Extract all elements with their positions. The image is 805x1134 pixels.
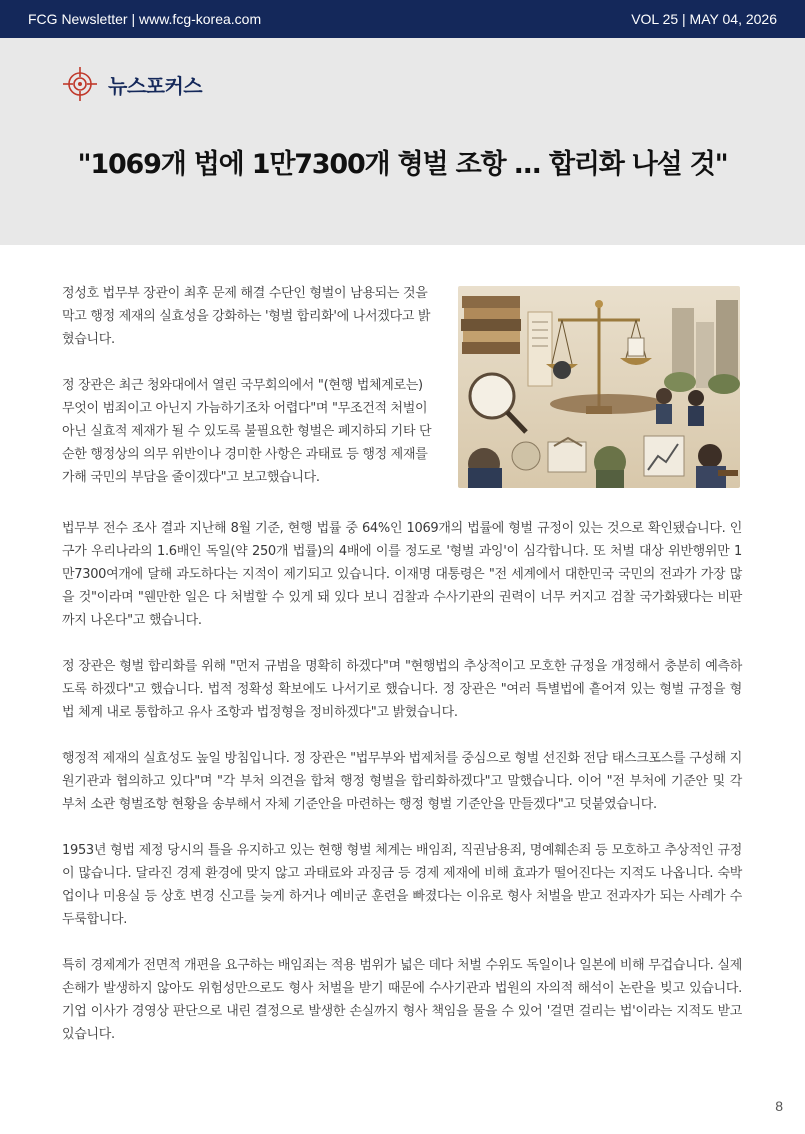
- page-number: 8: [775, 1098, 783, 1114]
- article-content: [62, 282, 742, 1069]
- body-paragraph: 1953년 형법 제정 당시의 틀을 유지하고 있는 현행 형벌 체계는 배임죄, 직권남용죄, 명예훼손죄 등 모호하고 추상적인 규정이 많습니다. 달라진 경제 환경에 맞지 않고 과태료와 과징금 등 경제 제재에 비해 효과가 떨어진다는 지적도 나옵니다. 숙박업이나 미용실 등 상호 변경 신고를 늦게 하거나 예비군 훈련을 빠졌다는 이유로 형사 처벌을 받고 전과자가 되는 사례가 수두룩합니다.: [62, 843, 742, 927]
- intro-paragraph: 정 장관은 최근 청와대에서 열린 국무회의에서 "(현행 법체계로는) 무엇이 범죄이고 아닌지 가늠하기조차 어렵다"며 "무조건적 처벌이 아닌 실효적 제재가 될 수 있도록 불필요한 형벌은 폐지하되 기타 단순한 행정상의 의무 위반이나 경미한 사항은 과태료 등 행정 제재를 가해 국민의 부담을 줄이겠다"고 보고했습니다.: [62, 378, 432, 485]
- body-paragraph: 법무부 전수 조사 결과 지난해 8월 기준, 현행 법률 중 64%인 1069개의 법률에 형벌 규정이 있는 것으로 확인됐습니다. 인구가 우리나라의 1.6배인 독일(약 250개 법률)의 4배에 이를 정도로 '형벌 과잉'이 심각합니다. 또 처벌 대상 위반행위만 1만7300여개에 달해 과도하다는 지적이 제기되고 있습니다. 이재명 대통령은 "전 세계에서 대한민국 국민의 전과가 가장 많을 것"이라며 "웬만한 일은 다 처벌할 수 있게 돼 있다 보니 검찰과 수사기관의 권력이 너무 커지고 검찰 국가화됐다는 비판까지 나온다"고 했습니다.: [62, 521, 742, 628]
- crosshair-target-icon: [62, 66, 98, 102]
- article-body: [62, 517, 742, 1046]
- article-illustration: [458, 286, 740, 488]
- article-intro: [62, 282, 434, 504]
- article-headline: "1069개 법에 1만7300개 형벌 조항 ... 합리화 나설 것": [77, 149, 728, 180]
- intro-paragraph: 정성호 법무부 장관이 최후 문제 해결 수단인 형벌이 남용되는 것을 막고 행정 제재의 실효성을 강화하는 '형벌 합리화'에 나서겠다고 밝혔습니다.: [62, 286, 431, 347]
- issue-volume-date: VOL 25 | MAY 04, 2026: [631, 11, 777, 27]
- section-logo: [62, 66, 202, 102]
- article-hero: [0, 38, 805, 245]
- section-name: 뉴스포커스: [108, 73, 203, 98]
- newsletter-header-bar: [0, 0, 805, 38]
- justice-scales-illustration: [458, 286, 740, 488]
- body-paragraph: 행정적 제재의 실효성도 높일 방침입니다. 정 장관은 "법무부와 법제처를 중심으로 형벌 선진화 전담 태스크포스를 구성해 지원기관과 협의하고 있다"며 "각 부처 의견을 합쳐 행정 형벌을 합리화하겠다"고 말했습니다. 이어 "전 부처에 기준안 및 각 부처 소관 형벌조항 현황을 송부해서 자체 기준안을 마련하는 행정 형벌 기준안을 만들겠다"고 덧붙였습니다.: [62, 751, 742, 812]
- body-paragraph: 특히 경제계가 전면적 개편을 요구하는 배임죄는 적용 범위가 넓은 데다 처벌 수위도 독일이나 일본에 비해 무겁습니다. 실제 손해가 발생하지 않아도 위험성만으로도 형사 처벌을 받기 때문에 수사기관과 법원의 자의적 해석이 논란을 빚고 있습니다. 기업 이사가 경영상 판단으로 내린 결정으로 발생한 손실까지 형사 책임을 물을 수 있어 '걸면 걸리는 법'이라는 지적도 받고 있습니다.: [62, 958, 742, 1042]
- body-paragraph: 정 장관은 형벌 합리화를 위해 "먼저 규범을 명확히 하겠다"며 "현행법의 추상적이고 모호한 규정을 개정해서 충분히 예측하도록 하겠다"고 했습니다. 법적 정확성 확보에도 나서기로 했습니다. 정 장관은 "여러 특별법에 흩어져 있는 형벌 규정을 형법 체계 내로 통합하고 유사 조항과 법정형을 정비하겠다"고 밝혔습니다.: [62, 659, 742, 720]
- newsletter-name-url: FCG Newsletter | www.fcg-korea.com: [28, 11, 262, 27]
